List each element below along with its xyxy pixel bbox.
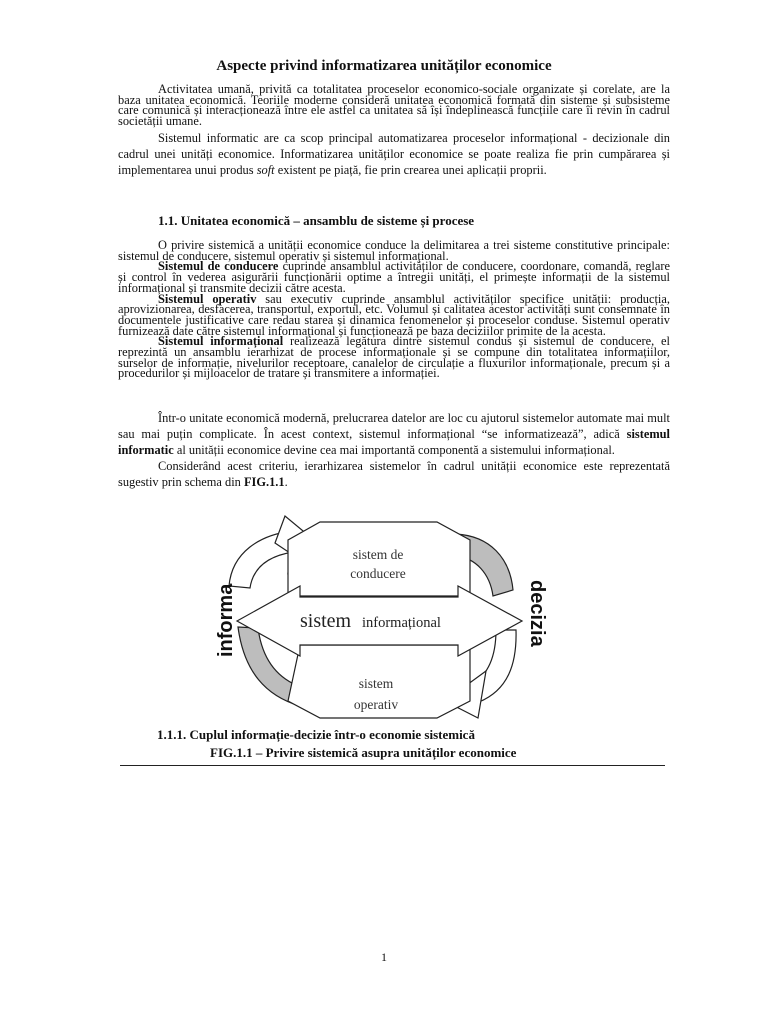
conducere-label-2: conducere <box>350 566 406 581</box>
term-operativ: Sistemul operativ <box>158 291 257 306</box>
caption-subtitle: 1.1.1. Cuplul informație-decizie într-o economie sistemică <box>157 727 475 742</box>
document-title: Aspecte privind informatizarea unităților economice <box>216 58 552 74</box>
figure-caption: FIG.1.1 – Privire sistemică asupra unităților economice <box>210 745 517 760</box>
body-text-5: Într-o unitate economică modernă, prelucrarea datelor are loc cu ajutorul sistemelor automate mai mult sau mai puțin complicate. În acest context, sistemul informațional “se informatizează”, adică <box>118 411 670 441</box>
right-vertical-word: decizia <box>526 580 548 647</box>
soft-term: soft <box>256 163 275 177</box>
center-label-big: sistem <box>300 610 352 632</box>
center-label-small: informațional <box>362 615 441 631</box>
operativ-label-1: sistem <box>358 676 394 691</box>
left-vertical-word: informa <box>215 583 237 657</box>
body-text-6: Considerând acest criteriu, ierarhizarea sistemelor în cadrul unității economice este reprezentată sugestiv prin schema din <box>118 459 670 489</box>
caption-divider <box>120 765 665 766</box>
section-heading: 1.1. Unitatea economică – ansamblu de sisteme și procese <box>158 213 475 228</box>
conducere-label-1: sistem de <box>352 547 404 562</box>
page-number: 1 <box>381 950 387 964</box>
intro-text-1: Activitatea umană, privită ca totalitatea proceselor economico-sociale organizate și corelate, are la baza unitatea economică. Teoriile moderne consideră unitatea economică formată din sisteme și subsisteme care comunică și interacționează între ele astfel ca unitatea să își îndeplinească funcțiile care îi revin în cadrul societății umane. <box>118 82 670 129</box>
intro-text-2: Sistemul informatic are ca scop principal automatizarea proceselor informațional - decizionale din cadrul unei unități economice. Informatizarea unităților economice se poate realiza fie prin cumpărarea și implementarea unui produs <box>118 131 670 177</box>
body-text-2: cuprinde ansamblul activităților de conducere, coordonare, comandă, reglare și control în vederea asigurării funcționării optime a întregii unități, el primește informații de la sistemul informațional și transmite decizii către acesta. <box>118 259 671 295</box>
fig-reference: FIG.1.1 <box>243 475 285 489</box>
body-text-4: realizează legătura dintre sistemul condus și sistemul de conducere, el reprezintă un ansamblu ierarhizat de procese informaționale și se compune din totalitatea informațiilor, surselor de informație, nivelurilor receptoare, canalelor de circulație a fluxurilor informaționale, precum și a procedurilor și mijloacelor de tratare și transmitere a informației. <box>118 334 670 381</box>
body-text-6-end: . <box>284 475 288 489</box>
term-informational: Sistemul informațional <box>158 334 284 349</box>
intro-text-2-end: existent pe piață, fie prin crearea unei aplicații proprii. <box>277 163 547 177</box>
body-text-5-end: al unității economice devine cea mai importantă componentă a sistemului informațional. <box>176 443 615 457</box>
body-text-1: O privire sistemică a unității economice conduce la delimitarea a trei sisteme constitutive principale: sistemul de conducere, sistemul operativ și sistemul informațional. <box>118 238 670 263</box>
body-text-3: sau executiv cuprinde ansamblul activităților specifice unității: producția, aprovizionarea, desfacerea, transportul, exportul, etc. Volumul și calitatea acestor activități sunt consemnate în documentele justificative care redau starea și dinamica fenomenelor și proceselor conduse. Sistemul operativ furnizează date către sistemul informațional și funcționează pe baza deciziilor primite de la acesta. <box>118 291 670 338</box>
term-conducere: Sistemul de conducere <box>158 259 279 274</box>
operativ-label-2: operativ <box>353 697 399 712</box>
term-informatic: sistemul informatic <box>118 427 670 457</box>
